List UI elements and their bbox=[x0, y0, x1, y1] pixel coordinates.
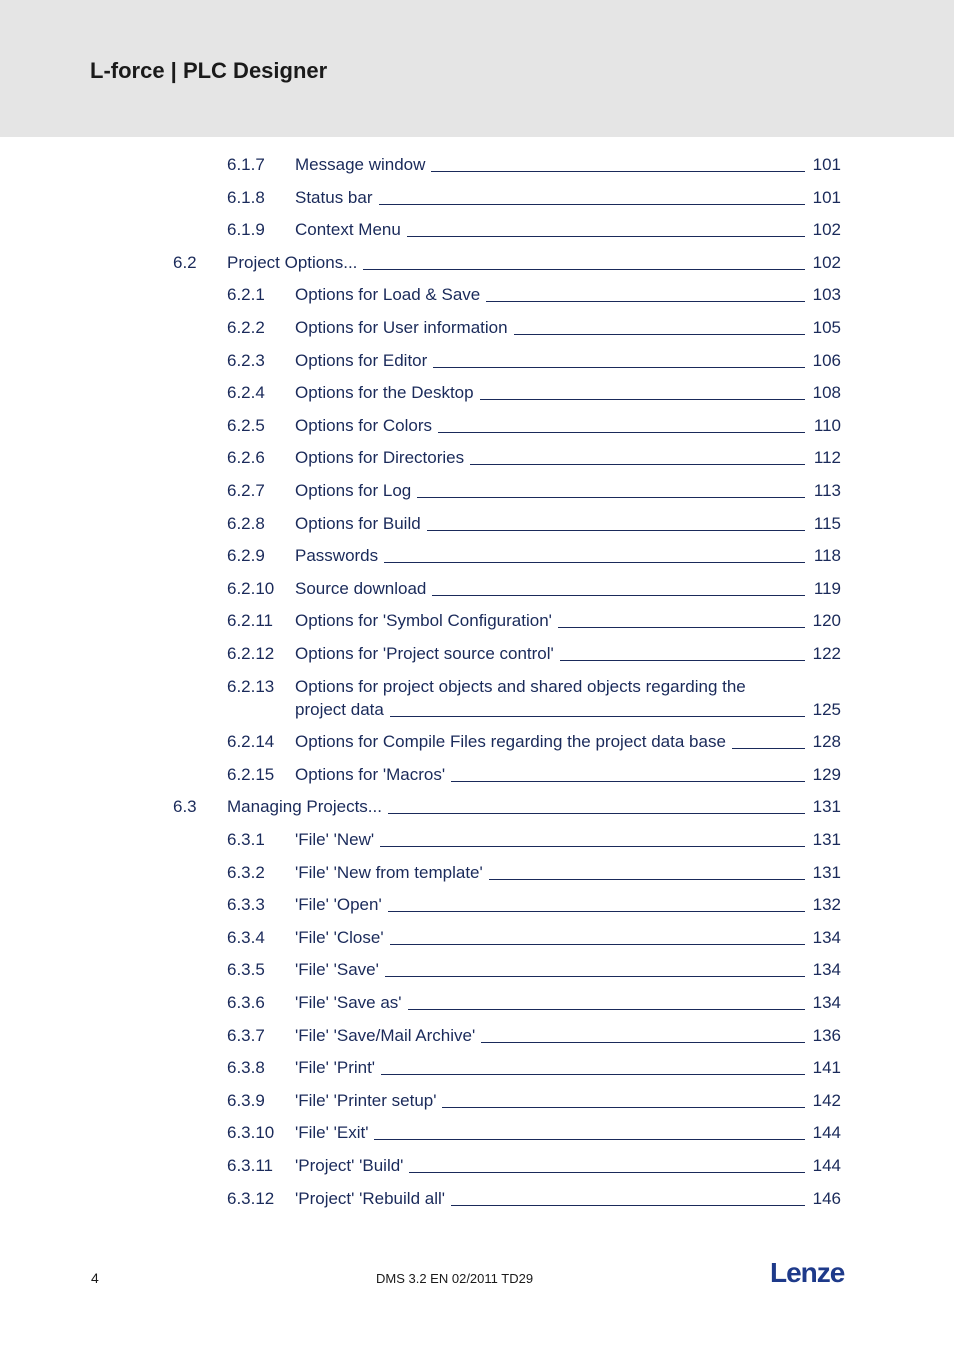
toc-leader-line bbox=[442, 1107, 805, 1108]
toc-entry[interactable] bbox=[0, 606, 954, 638]
toc-entry-page: 102 bbox=[812, 252, 841, 272]
toc-entry-number: 6.2.2 bbox=[227, 318, 265, 337]
toc-leader-line bbox=[408, 1009, 805, 1010]
toc-entry-page: 136 bbox=[812, 1025, 841, 1045]
toc-entry[interactable] bbox=[0, 541, 954, 573]
toc-entry-title: 'File' 'Open' bbox=[295, 895, 382, 915]
toc-entry[interactable] bbox=[0, 574, 954, 606]
toc-leader-line bbox=[481, 1042, 805, 1043]
toc-entry-number: 6.2.15 bbox=[227, 764, 275, 784]
toc-entry-page: 128 bbox=[812, 732, 841, 752]
toc-entry-page: 112 bbox=[813, 448, 841, 468]
toc-entry-number: 6.2.13 bbox=[227, 676, 275, 696]
toc-entry-title: 'File' 'Close' bbox=[295, 927, 384, 947]
toc-leader-line bbox=[417, 497, 805, 498]
toc-entry-title-line1: Options for project objects and shared objects regarding the bbox=[295, 676, 746, 696]
toc-entry-title: Options for 'Symbol Configuration' bbox=[295, 611, 552, 631]
toc-entry-page: 115 bbox=[813, 513, 841, 533]
toc-entry-page: 119 bbox=[813, 578, 841, 598]
toc-entry-number: 6.3.7 bbox=[227, 1025, 265, 1045]
toc-entry-number: 6.2.14 bbox=[227, 732, 275, 752]
toc-entry-title: Managing Projects... bbox=[227, 797, 382, 817]
toc-leader-line bbox=[379, 204, 806, 205]
toc-entry-number: 6.3.11 bbox=[227, 1156, 274, 1175]
toc-entry-page: 131 bbox=[812, 862, 841, 882]
toc-entry-page: 142 bbox=[812, 1090, 841, 1110]
toc-entry-page: 113 bbox=[813, 481, 841, 500]
toc-entry[interactable] bbox=[0, 476, 954, 508]
toc-entry-title: Options for Log bbox=[295, 481, 412, 500]
toc-leader-line bbox=[480, 399, 805, 400]
toc-leader-line bbox=[390, 944, 805, 945]
toc-entry-title: 'File' 'Save as' bbox=[295, 993, 402, 1012]
toc-leader-line bbox=[380, 846, 805, 847]
toc-entry-title: Message window bbox=[295, 155, 426, 174]
toc-entry-number: 6.3.1 bbox=[227, 830, 265, 849]
toc-entry-page: 110 bbox=[813, 415, 841, 435]
toc-entry-number: 6.3.2 bbox=[227, 862, 265, 882]
toc-entry[interactable] bbox=[0, 672, 954, 719]
toc-entry[interactable] bbox=[0, 215, 954, 247]
toc-entry[interactable] bbox=[0, 1118, 954, 1150]
toc-entry[interactable] bbox=[0, 1086, 954, 1118]
toc-entry-number: 6.3.9 bbox=[227, 1090, 265, 1110]
toc-entry-title: Context Menu bbox=[295, 220, 401, 240]
toc-leader-line bbox=[385, 976, 805, 977]
toc-leader-line bbox=[438, 432, 805, 433]
toc-entry[interactable] bbox=[0, 955, 954, 987]
toc-leader-line bbox=[384, 562, 805, 563]
toc-leader-line bbox=[432, 595, 805, 596]
toc-entry-number: 6.2.7 bbox=[227, 481, 265, 500]
toc-entry-number: 6.1.9 bbox=[227, 220, 265, 240]
toc-leader-line bbox=[407, 236, 805, 237]
toc-entry[interactable] bbox=[0, 760, 954, 792]
toc-leader-line bbox=[470, 464, 805, 465]
toc-entry-title: Options for Editor bbox=[295, 350, 428, 370]
toc-entry-title: Options for Build bbox=[295, 513, 421, 533]
toc-entry[interactable] bbox=[0, 1021, 954, 1053]
toc-entry-number: 6.1.7 bbox=[227, 155, 265, 174]
toc-entry-title: Options for User information bbox=[295, 318, 508, 337]
toc-entry-title: 'File' 'Print' bbox=[295, 1058, 376, 1078]
toc-entry[interactable] bbox=[0, 988, 954, 1020]
toc-entry-title: 'Project' 'Build' bbox=[295, 1156, 404, 1175]
svg-text:Lenze: Lenze bbox=[770, 1257, 845, 1288]
toc-leader-line bbox=[486, 301, 805, 302]
toc-entry[interactable] bbox=[0, 183, 954, 215]
toc-entry-title: Options for Directories bbox=[295, 448, 465, 468]
toc-entry[interactable] bbox=[0, 248, 954, 280]
toc-leader-line bbox=[374, 1139, 805, 1140]
toc-entry-number: 6.3 bbox=[173, 797, 197, 817]
toc-entry-title: Options for the Desktop bbox=[295, 383, 474, 403]
toc-entry-number: 6.2.4 bbox=[227, 383, 265, 403]
toc-leader-line bbox=[427, 530, 805, 531]
toc-entry-number: 6.2.3 bbox=[227, 350, 265, 370]
toc-entry-page: 141 bbox=[812, 1058, 841, 1078]
toc-entry-page: 106 bbox=[812, 350, 841, 370]
toc-entry-number: 6.2.10 bbox=[227, 578, 275, 598]
toc-entry-title: Options for Load & Save bbox=[295, 285, 481, 305]
toc-leader-line bbox=[558, 627, 805, 628]
toc-entry-number: 6.2.6 bbox=[227, 448, 265, 468]
toc-entry-title: 'File' 'New from template' bbox=[295, 862, 483, 882]
toc-entry-title: 'File' 'Printer setup' bbox=[295, 1090, 437, 1110]
toc-entry-title: Options for Colors bbox=[295, 415, 432, 435]
toc-entry[interactable] bbox=[0, 150, 954, 182]
toc-entry[interactable] bbox=[0, 1184, 954, 1216]
toc-leader-line bbox=[390, 716, 805, 717]
toc-leader-line bbox=[431, 171, 805, 172]
toc-entry-page: 146 bbox=[812, 1188, 841, 1208]
toc-entry-number: 6.3.10 bbox=[227, 1123, 275, 1143]
toc-entry-page: 125 bbox=[812, 699, 841, 719]
toc-entry-number: 6.3.3 bbox=[227, 895, 265, 915]
toc-leader-line bbox=[451, 1205, 805, 1206]
toc-entry-number: 6.3.6 bbox=[227, 993, 265, 1012]
toc-entry-page: 131 bbox=[812, 830, 841, 849]
toc-leader-line bbox=[381, 1074, 805, 1075]
toc-entry[interactable] bbox=[0, 1053, 954, 1085]
toc-entry-page: 131 bbox=[812, 797, 841, 817]
toc-entry-number: 6.2.12 bbox=[227, 644, 275, 663]
toc-entry-page: 103 bbox=[812, 285, 841, 305]
toc-entry[interactable] bbox=[0, 727, 954, 759]
toc-leader-line bbox=[451, 781, 805, 782]
toc-entry-page: 101 bbox=[812, 155, 841, 174]
toc-entry-page: 102 bbox=[812, 220, 841, 240]
toc-entry[interactable] bbox=[0, 792, 954, 824]
toc-entry-number: 6.1.8 bbox=[227, 187, 265, 207]
toc-leader-line bbox=[409, 1172, 805, 1173]
toc-entry-page: 144 bbox=[812, 1123, 841, 1143]
toc-entry[interactable] bbox=[0, 1151, 954, 1183]
toc-entry-page: 122 bbox=[812, 644, 841, 663]
toc-entry-title: 'File' 'Save' bbox=[295, 960, 379, 980]
toc-entry-title: Passwords bbox=[295, 546, 379, 566]
toc-entry-title: Status bar bbox=[295, 187, 373, 207]
toc-entry[interactable] bbox=[0, 858, 954, 890]
toc-entry-title: Options for 'Project source control' bbox=[295, 644, 554, 663]
toc-leader-line bbox=[560, 660, 805, 661]
toc-entry-title: Options for Compile Files regarding the project data base bbox=[295, 732, 726, 752]
toc-entry-number: 6.2 bbox=[173, 252, 197, 272]
toc-entry-page: 108 bbox=[812, 383, 841, 403]
document-title: L-force | PLC Designer bbox=[90, 58, 328, 83]
toc-entry-page: 134 bbox=[812, 993, 841, 1012]
toc-entry-page: 134 bbox=[812, 927, 841, 947]
toc-entry-number: 6.3.12 bbox=[227, 1188, 275, 1208]
toc-entry-title: Options for 'Macros' bbox=[295, 764, 446, 784]
toc-entry[interactable] bbox=[0, 313, 954, 345]
toc-entry[interactable] bbox=[0, 346, 954, 378]
toc-entry-page: 134 bbox=[812, 960, 841, 980]
toc-entry-title: 'File' 'Exit' bbox=[295, 1123, 369, 1143]
toc-entry[interactable] bbox=[0, 378, 954, 410]
toc-entry-title: 'File' 'New' bbox=[295, 830, 375, 849]
toc-entry-page: 129 bbox=[812, 764, 841, 784]
page-number: 4 bbox=[91, 1270, 99, 1286]
toc-leader-line bbox=[388, 911, 805, 912]
toc-entry[interactable] bbox=[0, 890, 954, 922]
toc-entry-page: 120 bbox=[812, 611, 841, 631]
toc-leader-line bbox=[388, 813, 805, 814]
page-header bbox=[0, 0, 954, 137]
toc-entry-number: 6.3.8 bbox=[227, 1058, 265, 1078]
toc-entry-number: 6.2.5 bbox=[227, 415, 265, 435]
toc-leader-line bbox=[433, 367, 805, 368]
toc-entry[interactable] bbox=[0, 411, 954, 443]
toc-entry-page: 101 bbox=[812, 187, 841, 207]
toc-entry[interactable] bbox=[0, 443, 954, 475]
toc-entry[interactable] bbox=[0, 825, 954, 857]
toc-entry-number: 6.3.4 bbox=[227, 927, 265, 947]
document-id: DMS 3.2 EN 02/2011 TD29 bbox=[376, 1271, 534, 1286]
toc-leader-line bbox=[732, 748, 805, 749]
toc-entry-number: 6.2.1 bbox=[227, 285, 265, 305]
toc-entry-number: 6.2.9 bbox=[227, 546, 265, 566]
toc-leader-line bbox=[489, 879, 805, 880]
toc-entry-title: Project Options... bbox=[227, 252, 358, 272]
toc-entry-title: project data bbox=[295, 699, 384, 719]
toc-entry-title: 'File' 'Save/Mail Archive' bbox=[295, 1025, 476, 1045]
lenze-logo bbox=[770, 1256, 850, 1288]
toc-entry-number: 6.3.5 bbox=[227, 960, 265, 980]
toc-entry[interactable] bbox=[0, 639, 954, 671]
toc-leader-line bbox=[363, 269, 805, 270]
toc-entry-page: 144 bbox=[812, 1156, 841, 1175]
toc-entry[interactable] bbox=[0, 280, 954, 312]
toc-entry-page: 132 bbox=[812, 895, 841, 915]
toc-entry[interactable] bbox=[0, 923, 954, 955]
toc-entry-page: 105 bbox=[812, 318, 841, 337]
toc-entry-title: 'Project' 'Rebuild all' bbox=[295, 1188, 445, 1208]
toc-entry-number: 6.2.11 bbox=[227, 611, 274, 631]
toc-entry-number: 6.2.8 bbox=[227, 513, 265, 533]
toc-entry[interactable] bbox=[0, 509, 954, 541]
toc-entry-title: Source download bbox=[295, 578, 427, 598]
toc-entry-page: 118 bbox=[813, 546, 841, 566]
toc-leader-line bbox=[514, 334, 805, 335]
